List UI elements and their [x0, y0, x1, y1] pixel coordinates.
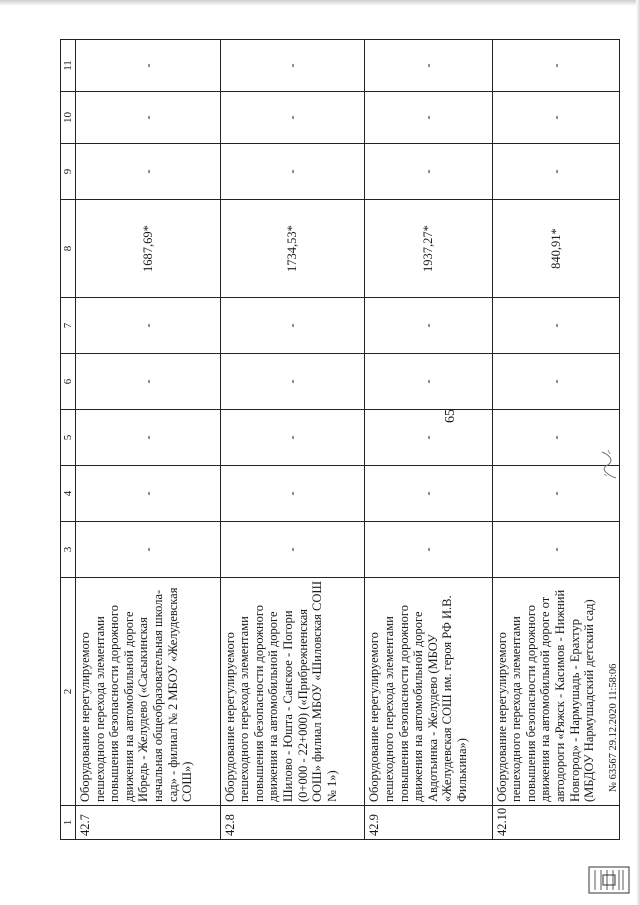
dash-cell: -: [492, 144, 619, 200]
table-row: [220, 40, 365, 840]
page-number: 65: [443, 409, 458, 423]
dash-cell: -: [220, 40, 365, 92]
header-cell: 6: [61, 354, 76, 410]
header-cell: 7: [61, 298, 76, 354]
dash-cell: -: [76, 522, 221, 578]
row-number: 42.7: [76, 806, 221, 840]
rotated-table-container: [60, 40, 620, 840]
row-description: Оборудование нерегулируемого пешеходного перехода элементами повышения безопасности дорожного движения на автомобильной дороге Ибредь - Желудево («Сасыкинская начальная общеобразовательная школа-сад» - филиал № 2 МБОУ «Желудевская СОШ»): [76, 578, 221, 806]
row-description: Оборудование нерегулируемого пешеходного перехода элементами повышения безопасности дорожного движения на автомобильной дороге от автодороги «Ряжск - Касимов - Нижний Новгород» - Нармушадь - Ерахтур (МБДОУ Нармушадский детский сад): [492, 578, 619, 806]
dash-cell: -: [365, 410, 492, 466]
dash-cell: -: [365, 522, 492, 578]
dash-cell: -: [76, 144, 221, 200]
header-cell: 3: [61, 522, 76, 578]
row-number: 42.10: [492, 806, 619, 840]
table-row: [76, 40, 221, 840]
dash-cell: -: [365, 354, 492, 410]
row-description: Оборудование нерегулируемого пешеходного перехода элементами повышения безопасности дорожного движения на автомобильной дороге Авдотьинка - Желудево (МБОУ «Желудевская СОШ им. героя РФ И.В. Филькина»): [365, 578, 492, 806]
table-row: [492, 40, 619, 840]
scan-edge: [0, 0, 640, 6]
row-number: 42.9: [365, 806, 492, 840]
dash-cell: -: [365, 144, 492, 200]
dash-cell: -: [220, 410, 365, 466]
budget-table: [60, 39, 620, 840]
dash-cell: -: [365, 40, 492, 92]
dash-cell: -: [492, 298, 619, 354]
amount-cell: 1937,27*: [365, 200, 492, 298]
header-cell: 10: [61, 92, 76, 144]
row-description: Оборудование нерегулируемого пешеходного перехода элементами повышения безопасности дорожного движения на автомобильной дороге Шилово - Юшта - Санское - Погори (0+000 - 22+000) («Прибрежненская ООШ» филиал МБОУ «Шиловская СОШ № 1»): [220, 578, 365, 806]
document-stamp: № 63567 29.12.2020 11:58:06: [608, 663, 619, 792]
header-row: [61, 40, 76, 840]
scan-edge: [636, 0, 640, 905]
amount-cell: 1687,69*: [76, 200, 221, 298]
dash-cell: -: [492, 522, 619, 578]
dash-cell: -: [220, 522, 365, 578]
header-cell: 11: [61, 40, 76, 92]
dash-cell: -: [76, 40, 221, 92]
dash-cell: -: [220, 298, 365, 354]
amount-cell: 1734,53*: [220, 200, 365, 298]
dash-cell: -: [220, 144, 365, 200]
dash-cell: -: [76, 410, 221, 466]
dash-cell: -: [492, 354, 619, 410]
amount-cell: 840,91*: [492, 200, 619, 298]
dash-cell: -: [492, 92, 619, 144]
header-cell: 5: [61, 410, 76, 466]
dash-cell: -: [492, 466, 619, 522]
office-seal: [586, 864, 632, 896]
header-cell: 1: [61, 806, 76, 840]
header-cell: 2: [61, 578, 76, 806]
dash-cell: -: [365, 466, 492, 522]
dash-cell: -: [220, 354, 365, 410]
dash-cell: -: [76, 466, 221, 522]
dash-cell: -: [220, 466, 365, 522]
dash-cell: -: [492, 40, 619, 92]
dash-cell: -: [76, 92, 221, 144]
table-row: [365, 40, 492, 840]
dash-cell: -: [365, 92, 492, 144]
dash-cell: -: [492, 410, 619, 466]
header-cell: 4: [61, 466, 76, 522]
header-cell: 8: [61, 200, 76, 298]
dash-cell: -: [76, 354, 221, 410]
dash-cell: -: [76, 298, 221, 354]
dash-cell: -: [220, 92, 365, 144]
dash-cell: -: [365, 298, 492, 354]
handwritten-mark: [598, 448, 620, 482]
header-cell: 9: [61, 144, 76, 200]
row-number: 42.8: [220, 806, 365, 840]
table-body: [61, 40, 620, 840]
